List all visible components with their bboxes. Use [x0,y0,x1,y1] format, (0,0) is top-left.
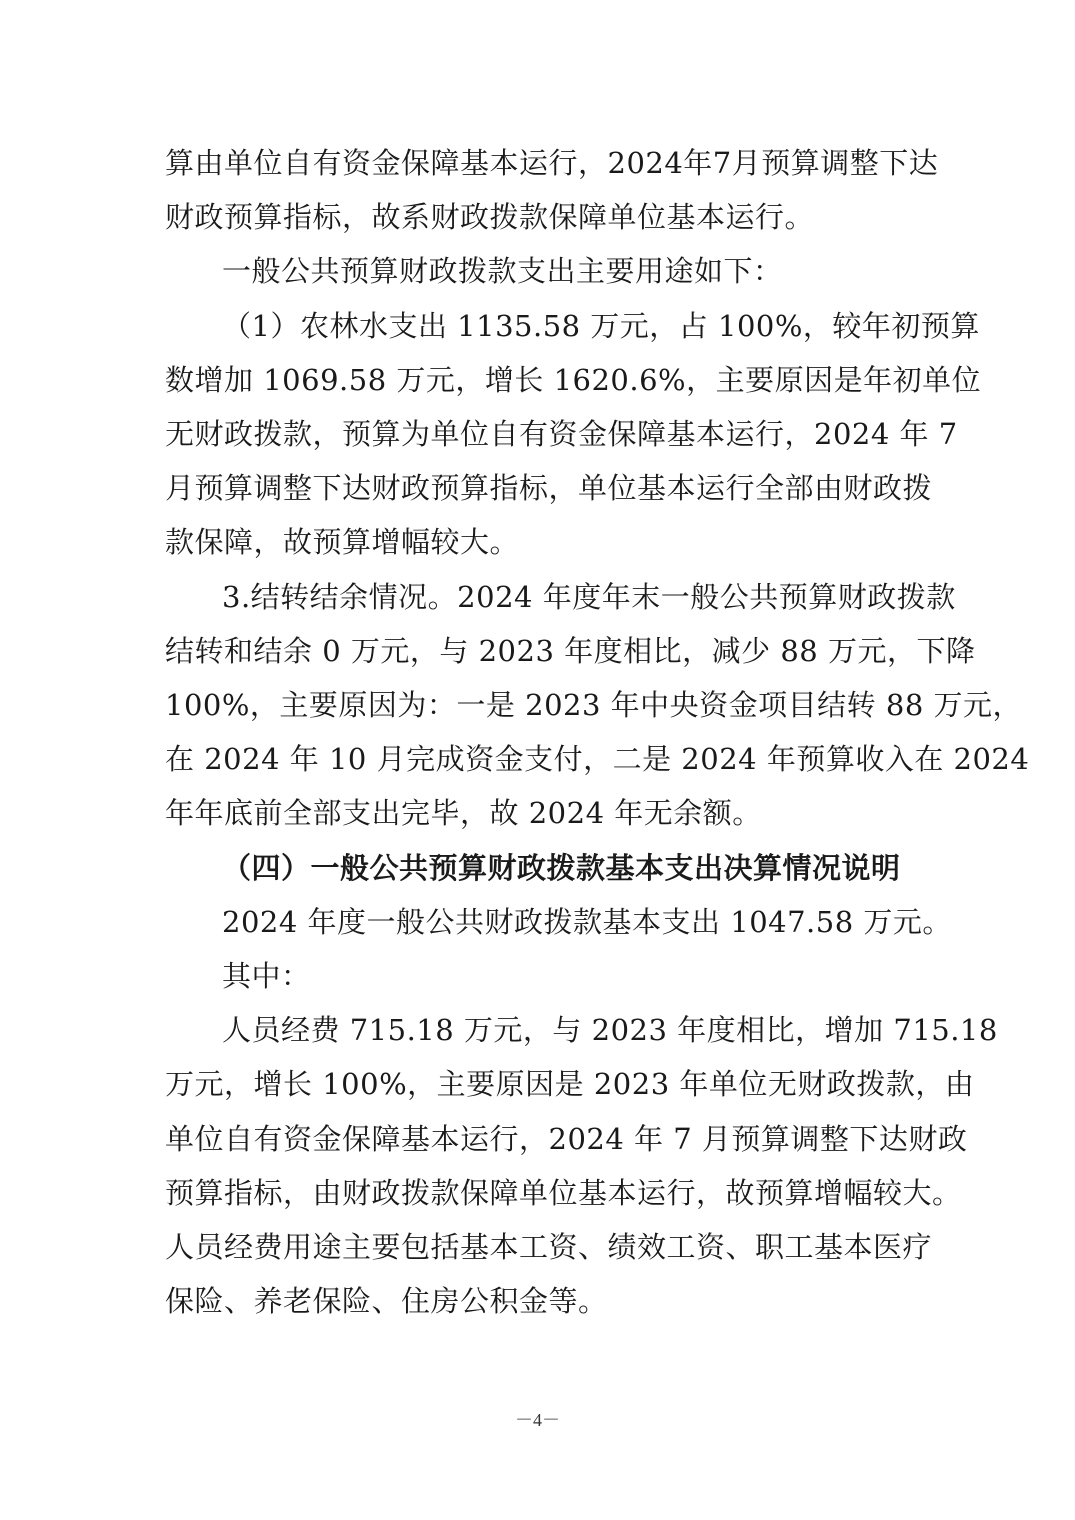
text-line: 一般公共预算财政拨款支出主要用途如下： [222,254,783,288]
text-line: 2024 年度一般公共财政拨款基本支出 1047.58 万元。 [222,905,952,939]
text-line: 保险、养老保险、住房公积金等。 [165,1284,608,1318]
text-line: 款保障，故预算增幅较大。 [165,525,520,559]
text-line: （1）农林水支出 1135.58 万元，占 100%，较年初预算 [222,309,980,343]
text-line: 3.结转结余情况。2024 年度年末一般公共预算财政拨款 [222,580,956,614]
text-line: 其中： [222,959,311,993]
text-line: 人员经费 715.18 万元，与 2023 年度相比，增加 715.18 [222,1013,998,1047]
text-line: 数增加 1069.58 万元，增长 1620.6%，主要原因是年初单位 [165,363,982,397]
text-line: 年年底前全部支出完毕，故 2024 年无余额。 [165,796,762,830]
text-line: 预算指标，由财政拨款保障单位基本运行，故预算增幅较大。 [165,1176,962,1210]
text-line: 在 2024 年 10 月完成资金支付，二是 2024 年预算收入在 2024 [165,742,1030,776]
text-line: 财政预算指标，故系财政拨款保障单位基本运行。 [165,200,815,234]
text-line: 单位自有资金保障基本运行，2024 年 7 月预算调整下达财政 [165,1122,968,1156]
text-line: 100%，主要原因为：一是 2023 年中央资金项目结转 88 万元， [165,688,1022,722]
text-line: 万元，增长 100%，主要原因是 2023 年单位无财政拨款，由 [165,1067,975,1101]
page-number: －4－ [515,1410,560,1430]
text-line: 无财政拨款，预算为单位自有资金保障基本运行，2024 年 7 [165,417,958,451]
text-line: 人员经费用途主要包括基本工资、绩效工资、职工基本医疗 [165,1230,933,1264]
text-line: 算由单位自有资金保障基本运行，2024年7月预算调整下达 [165,146,939,180]
text-line: 月预算调整下达财政预算指标，单位基本运行全部由财政拨 [165,471,933,505]
section-heading: （四）一般公共预算财政拨款基本支出决算情况说明 [222,851,901,885]
text-line: 结转和结余 0 万元，与 2023 年度相比，减少 88 万元，下降 [165,634,976,668]
